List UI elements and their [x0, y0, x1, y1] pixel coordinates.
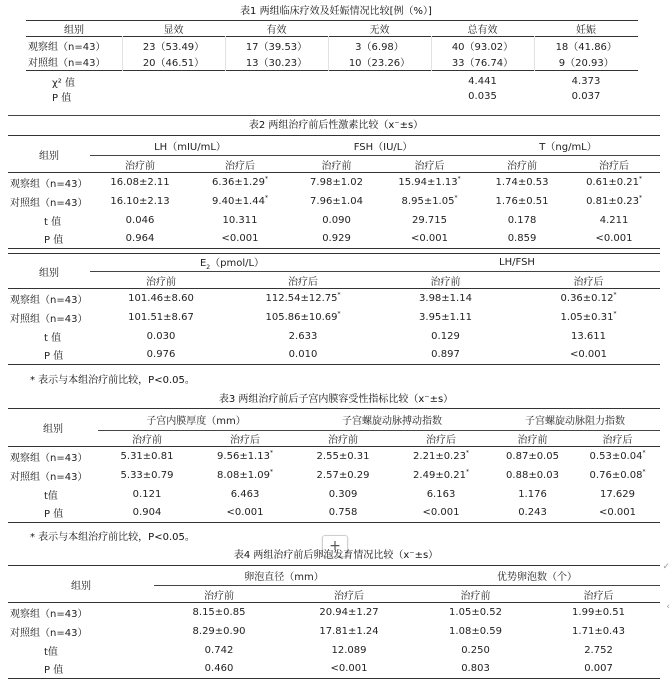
table-row [26, 54, 638, 71]
table1-header-cell: 显效 [163, 25, 184, 36]
table-cell: 1.05±0.52 [449, 606, 502, 618]
before-header: 治疗前 [321, 160, 352, 172]
table2-group-e2: $E_2(pmol/L)$ [90, 254, 374, 272]
table-cell: 105.86±10.69* [265, 310, 341, 323]
table-cell: 0.88±0.03 [506, 469, 559, 481]
chi-label: χ² 值 [52, 78, 75, 89]
before-header: 治疗前 [507, 160, 538, 172]
row-label: 对照组（n=43） [10, 313, 88, 325]
table2-note: * 表示与本组治疗前比较，P<0.05。 [30, 375, 195, 386]
before-header: 治疗前 [430, 276, 461, 288]
p-preg: 0.037 [571, 91, 601, 102]
row-label: 观察组（n=43） [10, 294, 88, 306]
table-cell: <0.001 [330, 663, 368, 675]
table2-group-lh: LH（mIU/mL） [90, 136, 290, 156]
table2-part-a [8, 135, 660, 249]
table-cell: 1.99±0.51 [572, 606, 625, 618]
row-label: 观察组（n=43） [10, 608, 88, 620]
table-row [8, 603, 660, 622]
table-cell: 0.010 [288, 349, 318, 361]
before-header: 治疗前 [460, 590, 491, 602]
subheader-row [8, 272, 660, 289]
row-label: P 值 [44, 509, 64, 521]
table-cell: 101.46±8.60 [128, 292, 194, 304]
table-cell: 15.94±1.13* [398, 175, 461, 188]
table3-caption: 表3 两组治疗前后子宫内膜容受性指标比较（x⁻±s） [218, 394, 454, 405]
table-cell: 0.250 [461, 644, 490, 656]
before-header: 治疗前 [517, 435, 548, 446]
after-header: 治疗后 [288, 276, 318, 288]
table-cell: 0.460 [204, 663, 234, 675]
table3-note: * 表示与本组治疗前比较，P<0.05。 [30, 532, 195, 543]
table-cell: 2.633 [288, 330, 318, 342]
p-total: 0.035 [468, 91, 497, 102]
row-label: t 值 [44, 216, 62, 228]
table3 [8, 408, 660, 523]
table-cell: 0.929 [322, 233, 351, 245]
table2-top-rule [8, 115, 660, 116]
table-row [8, 346, 660, 365]
add-button[interactable]: + [322, 535, 348, 557]
subheader-row [8, 431, 660, 447]
row-label: 对照组（n=43） [10, 471, 88, 483]
table1-chi-row [26, 74, 638, 89]
table-cell: 0.904 [132, 507, 162, 519]
table4 [8, 565, 660, 679]
table-row [8, 211, 660, 230]
table-cell: 2.752 [584, 644, 613, 656]
table-cell: 18（41.86） [534, 37, 638, 54]
table-cell: 2.57±0.29 [316, 469, 370, 481]
table-row [8, 192, 660, 211]
table-cell: 0.53±0.04* [589, 449, 646, 462]
table1-p-row [26, 89, 638, 104]
after-header: 治疗后 [602, 435, 633, 446]
table-cell: 40（93.02） [431, 37, 534, 54]
table-cell: 9.40±1.44* [212, 194, 268, 207]
table-cell: 6.36±1.29* [212, 175, 268, 188]
table1-header-cell: 有效 [266, 25, 287, 36]
table-cell: 0.859 [507, 233, 537, 245]
table-cell: 6.463 [230, 488, 260, 500]
table-cell: 0.090 [322, 214, 351, 226]
table-cell: 1.176 [518, 488, 547, 500]
table-cell: <0.001 [411, 233, 449, 245]
before-header: 治疗前 [328, 435, 359, 446]
table-cell: 33（76.74） [431, 54, 534, 71]
row-label: 观察组（n=43） [10, 178, 88, 190]
table-cell: 17.629 [600, 488, 636, 500]
table-row [8, 466, 660, 485]
table-cell: 0.309 [328, 488, 358, 500]
after-header: 治疗后 [599, 160, 630, 172]
table-row [8, 622, 660, 641]
table4-group-dominant: 优势卵泡数（个） [414, 566, 660, 586]
table-cell: 0.61±0.21* [586, 175, 642, 188]
table-cell: 0.76±0.08* [589, 468, 646, 481]
table-cell: 3.95±1.11 [419, 311, 472, 323]
row-label: P 值 [44, 235, 64, 247]
row-label: t 值 [44, 332, 62, 344]
table-cell: <0.001 [599, 507, 637, 519]
table4-caption: 表4 两组治疗前后卵泡发育情况比较（x⁻±s） [233, 550, 439, 561]
table-row [8, 308, 660, 327]
scroll-marker-icon: ✓ [662, 562, 670, 572]
table2-group-t: T（ng/mL） [476, 136, 660, 156]
table-cell: 0.178 [507, 214, 537, 226]
table3-group-header: 组别 [8, 409, 98, 447]
table1-header-cell: 组别 [64, 25, 84, 36]
table-cell: 0.87±0.05 [506, 450, 559, 462]
table4-group-header: 组别 [8, 566, 154, 603]
row-label: t值 [44, 490, 58, 502]
table1-header-cell: 无效 [369, 25, 390, 36]
table-cell: 0.803 [461, 663, 490, 675]
table-cell: 13.611 [571, 330, 606, 342]
table-row [8, 173, 660, 192]
table-cell: 1.76±0.51 [495, 195, 549, 207]
table-cell: 16.08±2.11 [110, 176, 170, 188]
table-row [8, 641, 660, 660]
table-cell: 112.54±12.75* [265, 291, 341, 304]
table2-part-b [8, 253, 660, 365]
table-cell: 17.81±1.24 [319, 625, 379, 637]
table-cell: 8.29±0.90 [192, 625, 246, 637]
row-label: P 值 [44, 351, 64, 363]
table-cell: 0.243 [518, 507, 547, 519]
table1-header-row [26, 21, 638, 37]
after-header: 治疗后 [583, 590, 614, 602]
table-cell: 0.046 [125, 214, 155, 226]
table2-caption: 表2 两组治疗前后性激素比较（x⁻±s） [248, 120, 424, 131]
before-header: 治疗前 [125, 160, 155, 172]
after-header: 治疗后 [225, 160, 255, 172]
table-cell: 9.56±1.13* [217, 449, 273, 462]
table-cell: 8.95±1.05* [401, 194, 458, 207]
table-cell: 0.964 [125, 233, 155, 245]
table-cell: 16.10±2.13 [110, 195, 170, 207]
table-cell: 7.96±1.04 [310, 195, 363, 207]
table-cell: 8.15±0.85 [192, 606, 246, 618]
table3-group-pi: 子宫螺旋动脉搏动指数 [294, 409, 490, 431]
table-cell: 17（39.53） [225, 37, 328, 54]
row-label: 对照组（n=43） [10, 627, 88, 639]
table-cell: 5.33±0.79 [120, 469, 174, 481]
table-cell: 2.55±0.31 [316, 450, 370, 462]
scroll-marker-icon: ‹ [666, 602, 670, 612]
row-label: t值 [44, 646, 58, 658]
table-cell: 3.98±1.14 [419, 292, 472, 304]
table-cell: 0.976 [146, 349, 176, 361]
table-row [8, 289, 660, 308]
chi-total: 4.441 [468, 76, 497, 87]
table-row [8, 447, 660, 466]
row-label: 观察组（n=43） [28, 41, 106, 53]
table1-stats [26, 74, 638, 104]
table-cell: 6.163 [426, 488, 456, 500]
table-cell: 4.211 [599, 214, 629, 226]
table2-group-lhfsh: LH/FSH [374, 254, 660, 272]
table-cell: 0.007 [584, 663, 613, 675]
table-cell: 20.94±1.27 [319, 606, 379, 618]
table-row [8, 485, 660, 504]
table-cell: 12.089 [331, 644, 367, 656]
table-cell: 10.311 [222, 214, 258, 226]
table1-header-cell: 总有效 [467, 25, 498, 36]
table-cell: <0.001 [226, 507, 264, 519]
table-cell: 0.030 [146, 330, 176, 342]
table-cell: 2.49±0.21* [413, 468, 469, 481]
table1-header-cell: 妊娠 [576, 25, 596, 36]
table-cell: 2.21±0.23* [413, 449, 469, 462]
after-header: 治疗后 [414, 160, 445, 172]
table-cell: 7.98±1.02 [310, 176, 363, 188]
table-cell: 29.715 [412, 214, 448, 226]
table1 [26, 20, 638, 71]
table-row [8, 230, 660, 249]
table-cell: <0.001 [569, 349, 607, 361]
table2b-group-header: 组别 [8, 254, 90, 289]
row-label: 对照组（n=43） [28, 58, 106, 70]
table-cell: 1.74±0.53 [495, 176, 549, 188]
row-label: 观察组（n=43） [10, 452, 88, 464]
table-cell: 3（6.98） [328, 37, 431, 54]
p-label: P 值 [52, 93, 72, 104]
table-cell: 10（23.26） [328, 54, 431, 71]
table-cell: 0.742 [204, 644, 234, 656]
table-cell: <0.001 [595, 233, 633, 245]
table-cell: 23（53.49） [122, 37, 225, 54]
table-cell: 20（46.51） [122, 54, 225, 71]
table3-group-thickness: 子宫内膜厚度（mm） [98, 409, 294, 431]
table-cell: <0.001 [221, 233, 259, 245]
row-label: 对照组（n=43） [10, 197, 88, 209]
table2-group-header: 组别 [8, 136, 90, 173]
table3-group-ri: 子宫螺旋动脉阻力指数 [490, 409, 660, 431]
table-row [8, 327, 660, 346]
table-cell: 9（20.93） [534, 54, 638, 71]
table-cell: 101.51±8.67 [128, 311, 194, 323]
table1-caption: 表1 两组临床疗效及妊娠情况比较[例（%）] [240, 6, 432, 17]
table-cell: <0.001 [422, 507, 460, 519]
table-row [8, 660, 660, 679]
table-row [26, 37, 638, 54]
table-cell: 1.05±0.31* [560, 310, 617, 323]
after-header: 治疗后 [334, 590, 364, 602]
after-header: 治疗后 [230, 435, 260, 446]
table-row [8, 504, 660, 523]
table-cell: 5.31±0.81 [120, 450, 174, 462]
before-header: 治疗前 [146, 276, 176, 288]
before-header: 治疗前 [132, 435, 162, 446]
table-cell: 0.897 [431, 349, 460, 361]
subheader-row [8, 156, 660, 173]
table-cell: 13（30.23） [225, 54, 328, 71]
table2-group-fsh: FSH（IU/L） [290, 136, 476, 156]
table-cell: 0.121 [132, 488, 162, 500]
table-cell: 0.36±0.12* [560, 291, 617, 304]
table-cell: 0.81±0.23* [586, 194, 642, 207]
table-cell: 1.08±0.59 [449, 625, 502, 637]
before-header: 治疗前 [204, 590, 234, 602]
table4-group-diameter: 卵泡直径（mm） [154, 566, 414, 586]
table-cell: 8.08±1.09* [217, 468, 273, 481]
row-label: P 值 [44, 665, 64, 677]
after-header: 治疗后 [426, 435, 457, 446]
chi-preg: 4.373 [571, 76, 601, 87]
after-header: 治疗后 [573, 276, 604, 288]
table-cell: 0.758 [328, 507, 358, 519]
table-cell: 1.71±0.43 [572, 625, 625, 637]
table-cell: 0.129 [431, 330, 460, 342]
